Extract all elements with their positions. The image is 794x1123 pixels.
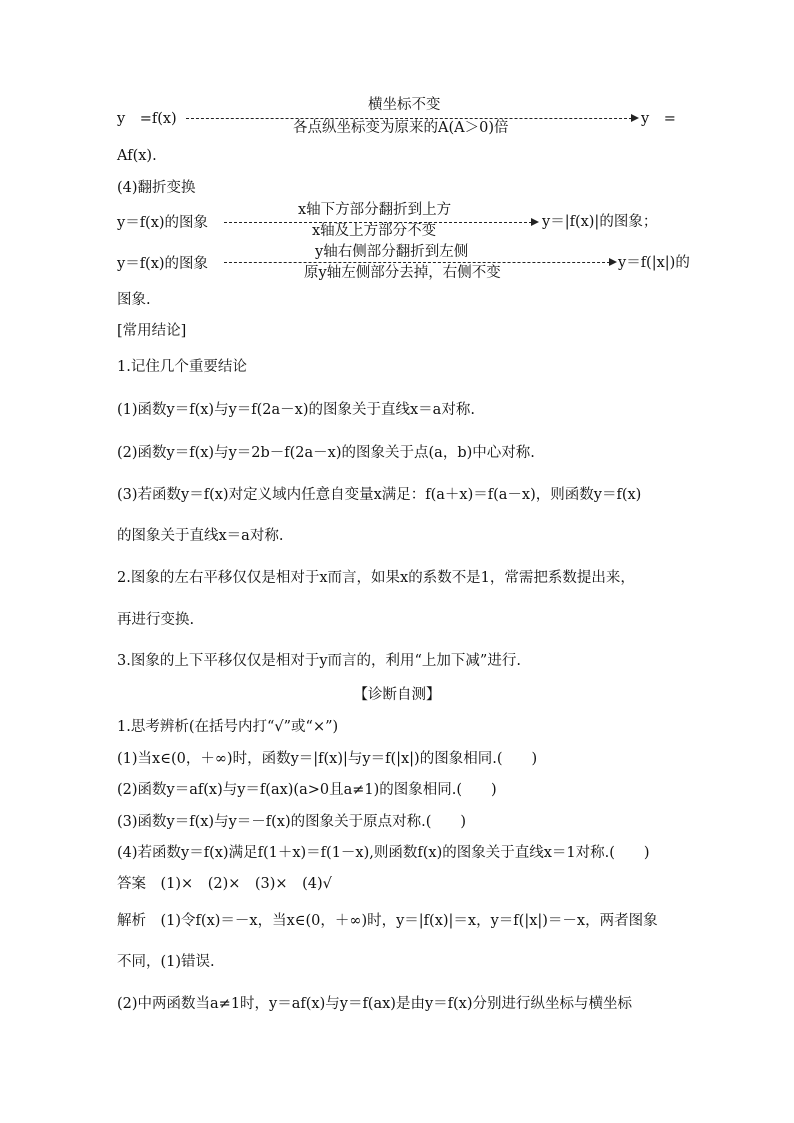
conclusions-heading: 1.记住几个重要结论 xyxy=(117,359,247,375)
conclusion-3-line-2: 的图象关于直线x＝a对称. xyxy=(117,528,284,544)
flip-2-continuation: 图象. xyxy=(117,292,151,308)
flip-1-arrowhead-icon xyxy=(531,218,539,226)
flip-2-left: y＝f(x)的图象 xyxy=(117,256,209,272)
flip-2-arrowhead-icon xyxy=(609,258,617,266)
conclusion-2: (2)函数y＝f(x)与y＝2b－f(2a－x)的图象关于点(a，b)中心对称. xyxy=(117,445,535,461)
explanation-2-line-1: (2)中两函数当a≠1时，y＝af(x)与y＝f(ax)是由y＝f(x)分别进行纵坐标与横坐标 xyxy=(117,996,632,1012)
question-4: (4)若函数y＝f(x)满足f(1＋x)＝f(1－x),则函数f(x)的图象关于直线x＝1对称.( ) xyxy=(117,845,650,861)
flip-1-below: x轴及上方部分不变 xyxy=(312,223,437,239)
question-2: (2)函数y＝af(x)与y＝f(ax)(a>0且a≠1)的图象相同.( ) xyxy=(117,782,497,798)
diagnosis-heading: 【诊断自测】 xyxy=(353,687,441,703)
transform-a-arrowhead-icon xyxy=(631,114,639,122)
flip-2-above: y轴右侧部分翻折到左侧 xyxy=(315,244,469,260)
question-1: (1)当x∈(0，＋∞)时，函数y＝|f(x)|与y＝f(|x|)的图象相同.( ) xyxy=(117,751,538,767)
conclusion-1: (1)函数y＝f(x)与y＝f(2a－x)的图象关于直线x＝a对称. xyxy=(117,402,475,418)
answer-line: 答案 (1)× (2)× (3)× (4)√ xyxy=(117,876,332,892)
transform-a-continuation: Af(x). xyxy=(117,148,157,164)
point-3: 3.图象的上下平移仅仅是相对于y而言的，利用“上加下减”进行. xyxy=(117,653,521,669)
point-2-line-2: 再进行变换. xyxy=(117,612,195,628)
transform-a-above: 横坐标不变 xyxy=(368,97,441,113)
transform-a-right: y = xyxy=(641,111,676,127)
point-2-line-1: 2.图象的左右平移仅仅是相对于x而言，如果x的系数不是1，常需把系数提出来， xyxy=(117,570,635,586)
flip-1-left: y＝f(x)的图象 xyxy=(117,215,209,231)
question-3: (3)函数y＝f(x)与y＝－f(x)的图象关于原点对称.( ) xyxy=(117,814,467,830)
diagnosis-intro: 1.思考辨析(在括号内打“√”或“×”) xyxy=(117,719,339,735)
transform-a-below: 各点纵坐标变为原来的A(A＞0)倍 xyxy=(293,120,509,136)
common-conclusions-heading: [常用结论] xyxy=(117,323,187,339)
transform-a-left: y =f(x) xyxy=(117,111,177,127)
flip-2-below: 原y轴左侧部分去掉，右侧不变 xyxy=(304,265,501,281)
conclusion-3-line-1: (3)若函数y＝f(x)对定义域内任意自变量x满足：f(a＋x)＝f(a－x)，则函数y＝f(x) xyxy=(117,487,642,503)
flip-2-arrow-line xyxy=(224,262,610,263)
explanation-1-line-2: 不同，(1)错误. xyxy=(117,954,215,970)
flip-1-right: y＝|f(x)|的图象； xyxy=(542,214,658,230)
flip-2-right: y＝f(|x|)的 xyxy=(618,255,690,271)
flip-1-above: x轴下方部分翻折到上方 xyxy=(298,202,452,218)
explanation-1-line-1: 解析 (1)令f(x)＝－x，当x∈(0，＋∞)时，y＝|f(x)|＝x，y＝f(|x|)＝－x，两者图象 xyxy=(117,913,658,929)
flip-heading: (4)翻折变换 xyxy=(117,180,196,196)
